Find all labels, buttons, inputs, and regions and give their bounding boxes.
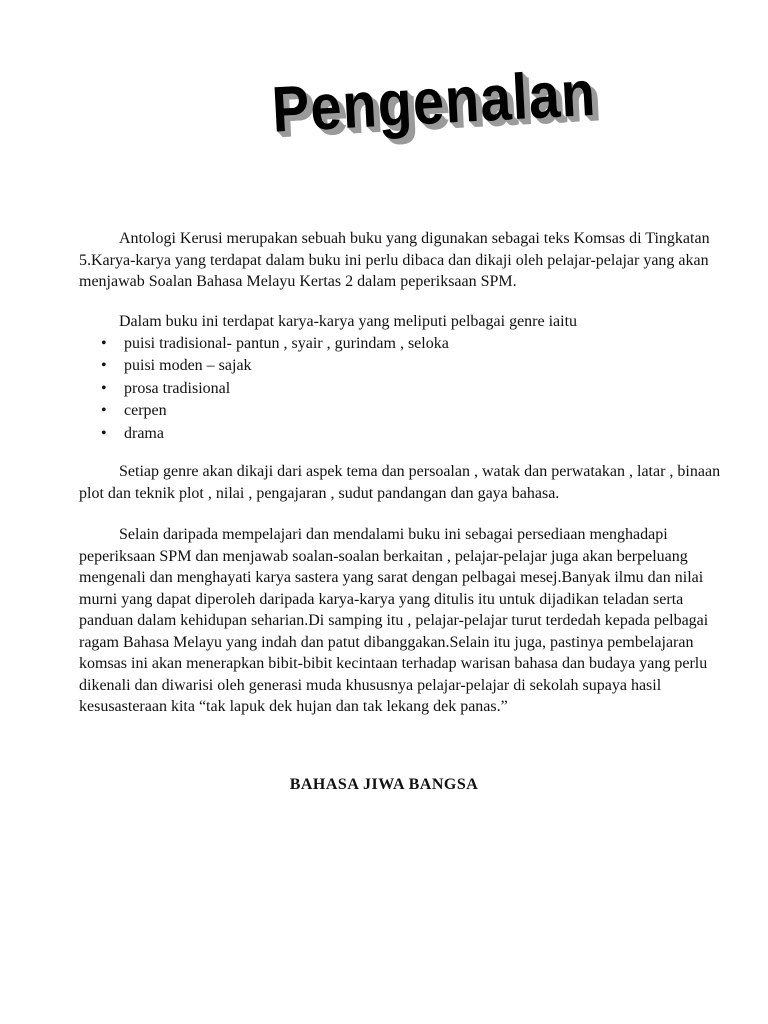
genre-label: prosa tradisional (124, 379, 231, 397)
bullet-icon: • (101, 334, 107, 352)
bullet-icon: • (101, 402, 107, 419)
list-item (79, 423, 729, 446)
genre-label: cerpen (124, 402, 167, 419)
list-item (79, 333, 729, 356)
list-item (79, 378, 729, 401)
benefits-paragraph: Selain daripada mempelajari dan mendalami buku ini sebagai persediaan menghadapi peperiksaan SPM dan menjawab soalan-soalan berkaitan , pelajar-pelajar juga akan berpeluang mengenali dan menghayati karya sastera yang sarat dengan pelbagai mesej.Banyak ilmu dan nilai murni yang dapat diperoleh daripada karya-karya yang ditulis itu untuk dijadikan teladan serta panduan dalam kehidupan seharian.Di samping itu , pelajar-pelajar turut terdedah kepada pelbagai ragam Bahasa Melayu yang indah dan patut dibanggakan.Selain itu juga, pastinya pembelajaran komsas ini akan menerapkan bibit-bibit kecintaan terhadap warisan bahasa dan budaya yang perlu dikenali dan diwarisi oleh generasi muda khususnya pelajar-pelajar di sekolah supaya hasil kesusasteraan kita “tak lapuk dek hujan dan tak lekang dek panas.” (79, 526, 709, 715)
genre-section (79, 311, 729, 445)
genre-label: puisi moden – sajak (124, 357, 252, 374)
list-item (79, 400, 729, 423)
bullet-icon: • (101, 379, 107, 397)
genre-label: puisi tradisional- pantun , syair , gurindam , seloka (124, 334, 449, 352)
closing-motto: BAHASA JIWA BANGSA (289, 776, 479, 793)
page-title: Pengenalan (270, 56, 598, 146)
title-wordart (270, 56, 598, 162)
bullet-icon: • (101, 424, 107, 442)
bullet-icon: • (101, 357, 107, 374)
list-item (79, 355, 729, 378)
genre-label: drama (124, 424, 164, 442)
aspects-paragraph: Setiap genre akan dikaji dari aspek tema dan persoalan , watak dan perwatakan , latar , binaan plot dan teknik plot , nilai , pengajaran , sudut pandangan dan gaya bahasa. (79, 463, 721, 502)
genre-list (79, 333, 729, 446)
intro-paragraph: Antologi Kerusi merupakan sebuah buku yang digunakan sebagai teks Komsas di Tingkatan 5.Karya-karya yang terdapat dalam buku ini perlu dibaca dan dikaji oleh pelajar-pelajar yang akan menjawab Soalan Bahasa Melayu Kertas 2 dalam peperiksaan SPM. (79, 230, 710, 290)
genre-intro: Dalam buku ini terdapat karya-karya yang meliputi pelbagai genre iaitu (119, 313, 578, 330)
